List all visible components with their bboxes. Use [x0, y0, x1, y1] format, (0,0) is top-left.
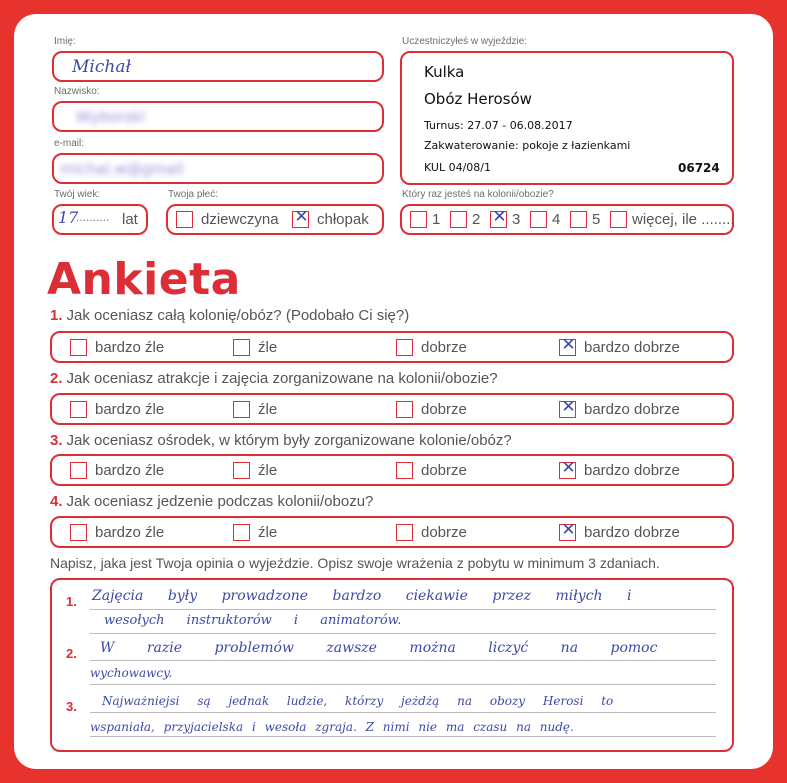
question-4-text: Jak oceniasz jedzenie podczas kolonii/obozu? [66, 493, 374, 510]
trip-accommodation [424, 139, 630, 152]
essay-box[interactable] [50, 578, 734, 752]
checkmark-x-icon: ✕ [492, 207, 507, 227]
question-4 [50, 493, 373, 510]
trip-camp: Obóz Herosów [424, 90, 532, 108]
times-checkbox-3[interactable] [490, 207, 507, 228]
q3-checkbox-bad[interactable] [233, 462, 250, 479]
gender-checkbox-girl[interactable] [176, 211, 193, 228]
q2-option-bad: źle [258, 401, 278, 418]
answer-1-line-1: Zajęcia były prowadzone bardzo ciekawie przez miłych i [92, 588, 632, 604]
trip-label: Uczestniczyłeś w wyjeździe: [402, 36, 528, 47]
q1-checkbox-very-good[interactable] [559, 335, 576, 356]
q1-checkbox-bad[interactable] [233, 339, 250, 356]
q4-option-bad: źle [258, 524, 278, 541]
checkmark-x-icon: ✕ [561, 397, 576, 417]
answer-3-line-2: wspaniała, przyjacielska i wesoła zgraja. Z nimi nie ma czasu na nudę. [90, 720, 574, 734]
q2-checkbox-good[interactable] [396, 401, 413, 418]
answer-2-line-2: wychowawcy. [90, 666, 173, 680]
name-field[interactable] [52, 51, 384, 82]
q2-checkbox-very-bad[interactable] [70, 401, 87, 418]
times-option-4: 4 [552, 211, 561, 228]
answer-2-line-1: W razie problemów zawsze można liczyć na pomoc [100, 640, 658, 656]
question-3-options [50, 454, 734, 486]
essay-rule [90, 660, 716, 661]
q1-checkbox-good[interactable] [396, 339, 413, 356]
survey-sheet [14, 14, 773, 769]
email-value-redacted: michal.w@gmail [60, 160, 184, 178]
q1-option-good: dobrze [421, 339, 467, 356]
question-3 [50, 432, 512, 449]
trip-number: 06724 [678, 161, 720, 175]
gender-field [166, 204, 384, 235]
q3-checkbox-very-good[interactable] [559, 458, 576, 479]
name-value: Michał [72, 57, 131, 77]
q2-option-very-bad: bardzo źle [95, 401, 165, 418]
q2-checkbox-very-good[interactable] [559, 397, 576, 418]
question-2-text: Jak oceniasz atrakcje i zajęcia zorganizowane na kolonii/obozie? [66, 370, 498, 387]
q4-option-very-bad: bardzo źle [95, 524, 165, 541]
q3-option-good: dobrze [421, 462, 467, 479]
email-label: e-mail: [54, 138, 85, 149]
checkmark-x-icon: ✕ [294, 207, 309, 227]
essay-rule [90, 684, 716, 685]
question-2 [50, 370, 498, 387]
times-option-3: 3 [512, 211, 521, 228]
q2-option-very-good: bardzo dobrze [584, 401, 680, 418]
question-1-options [50, 331, 734, 363]
times-checkbox-5[interactable] [570, 211, 587, 228]
survey-title: Ankieta [47, 254, 241, 305]
times-checkbox-more[interactable] [610, 211, 627, 228]
answer-1-number: 1. [66, 594, 77, 609]
age-unit: lat [122, 211, 138, 228]
times-checkbox-1[interactable] [410, 211, 427, 228]
age-label: Twój wiek: [54, 189, 101, 200]
times-option-1: 1 [432, 211, 441, 228]
surname-label: Nazwisko: [54, 86, 100, 97]
turnus-label: Turnus: [424, 119, 464, 132]
q4-checkbox-very-good[interactable] [559, 520, 576, 541]
times-option-5: 5 [592, 211, 601, 228]
q3-checkbox-good[interactable] [396, 462, 413, 479]
question-2-number: 2. [50, 370, 63, 387]
age-field[interactable] [52, 204, 148, 235]
gender-checkbox-boy[interactable] [292, 207, 309, 228]
answer-3-line-1: Najważniejsi są jednak ludzie, którzy jeżdżą na obozy Herosi to [102, 694, 614, 708]
question-1-text: Jak oceniasz całą kolonię/obóz? (Podobało Ci się?) [66, 307, 410, 324]
surname-field[interactable] [52, 101, 384, 132]
q4-checkbox-very-bad[interactable] [70, 524, 87, 541]
q4-checkbox-good[interactable] [396, 524, 413, 541]
question-3-text: Jak oceniasz ośrodek, w którym były zorganizowane kolonie/obóz? [66, 432, 512, 449]
answer-1-line-2: wesołych instruktorów i animatorów. [104, 613, 402, 628]
trip-code: KUL 04/08/1 [424, 161, 491, 174]
trip-organizer: Kulka [424, 63, 465, 81]
q1-option-bad: źle [258, 339, 278, 356]
essay-prompt: Napisz, jaka jest Twoja opinia o wyjeździe. Opisz swoje wrażenia z pobytu w minimum 3 zdaniach. [50, 555, 660, 571]
essay-rule [90, 712, 716, 713]
checkmark-x-icon: ✕ [561, 458, 576, 478]
accommodation-value: pokoje z łazienkami [522, 139, 631, 152]
q3-option-very-good: bardzo dobrze [584, 462, 680, 479]
gender-option-boy: chłopak [317, 211, 369, 228]
gender-option-girl: dziewczyna [201, 211, 279, 228]
question-4-options [50, 516, 734, 548]
q1-option-very-good: bardzo dobrze [584, 339, 680, 356]
surname-value-redacted: Wyborski [76, 108, 145, 126]
q2-option-good: dobrze [421, 401, 467, 418]
times-option-2: 2 [472, 211, 481, 228]
question-2-options [50, 393, 734, 425]
email-field[interactable] [52, 153, 384, 184]
q3-option-very-bad: bardzo źle [95, 462, 165, 479]
answer-2-number: 2. [66, 646, 77, 661]
q4-option-good: dobrze [421, 524, 467, 541]
times-checkbox-4[interactable] [530, 211, 547, 228]
gender-label: Twoja płeć: [168, 189, 219, 200]
times-field [400, 204, 734, 235]
times-label: Który raz jesteś na kolonii/obozie? [402, 189, 554, 200]
q4-checkbox-bad[interactable] [233, 524, 250, 541]
trip-turnus [424, 119, 573, 132]
question-3-number: 3. [50, 432, 63, 449]
question-1 [50, 307, 409, 324]
accommodation-label: Zakwaterowanie: [424, 139, 519, 152]
essay-rule [90, 609, 716, 610]
turnus-value: 27.07 - 06.08.2017 [467, 119, 573, 132]
times-option-more: więcej, ile ........ [632, 211, 735, 228]
name-label: Imię: [54, 36, 76, 47]
question-1-number: 1. [50, 307, 63, 324]
age-value: 17 [58, 208, 79, 227]
trip-info-box [400, 51, 734, 185]
times-checkbox-2[interactable] [450, 211, 467, 228]
essay-rule [90, 633, 716, 634]
question-4-number: 4. [50, 493, 63, 510]
q1-option-very-bad: bardzo źle [95, 339, 165, 356]
checkmark-x-icon: ✕ [561, 335, 576, 355]
q2-checkbox-bad[interactable] [233, 401, 250, 418]
answer-3-number: 3. [66, 699, 77, 714]
q3-option-bad: źle [258, 462, 278, 479]
q4-option-very-good: bardzo dobrze [584, 524, 680, 541]
q1-checkbox-very-bad[interactable] [70, 339, 87, 356]
checkmark-x-icon: ✕ [561, 520, 576, 540]
essay-rule [90, 736, 716, 737]
age-dots: .......... [76, 210, 110, 224]
q3-checkbox-very-bad[interactable] [70, 462, 87, 479]
